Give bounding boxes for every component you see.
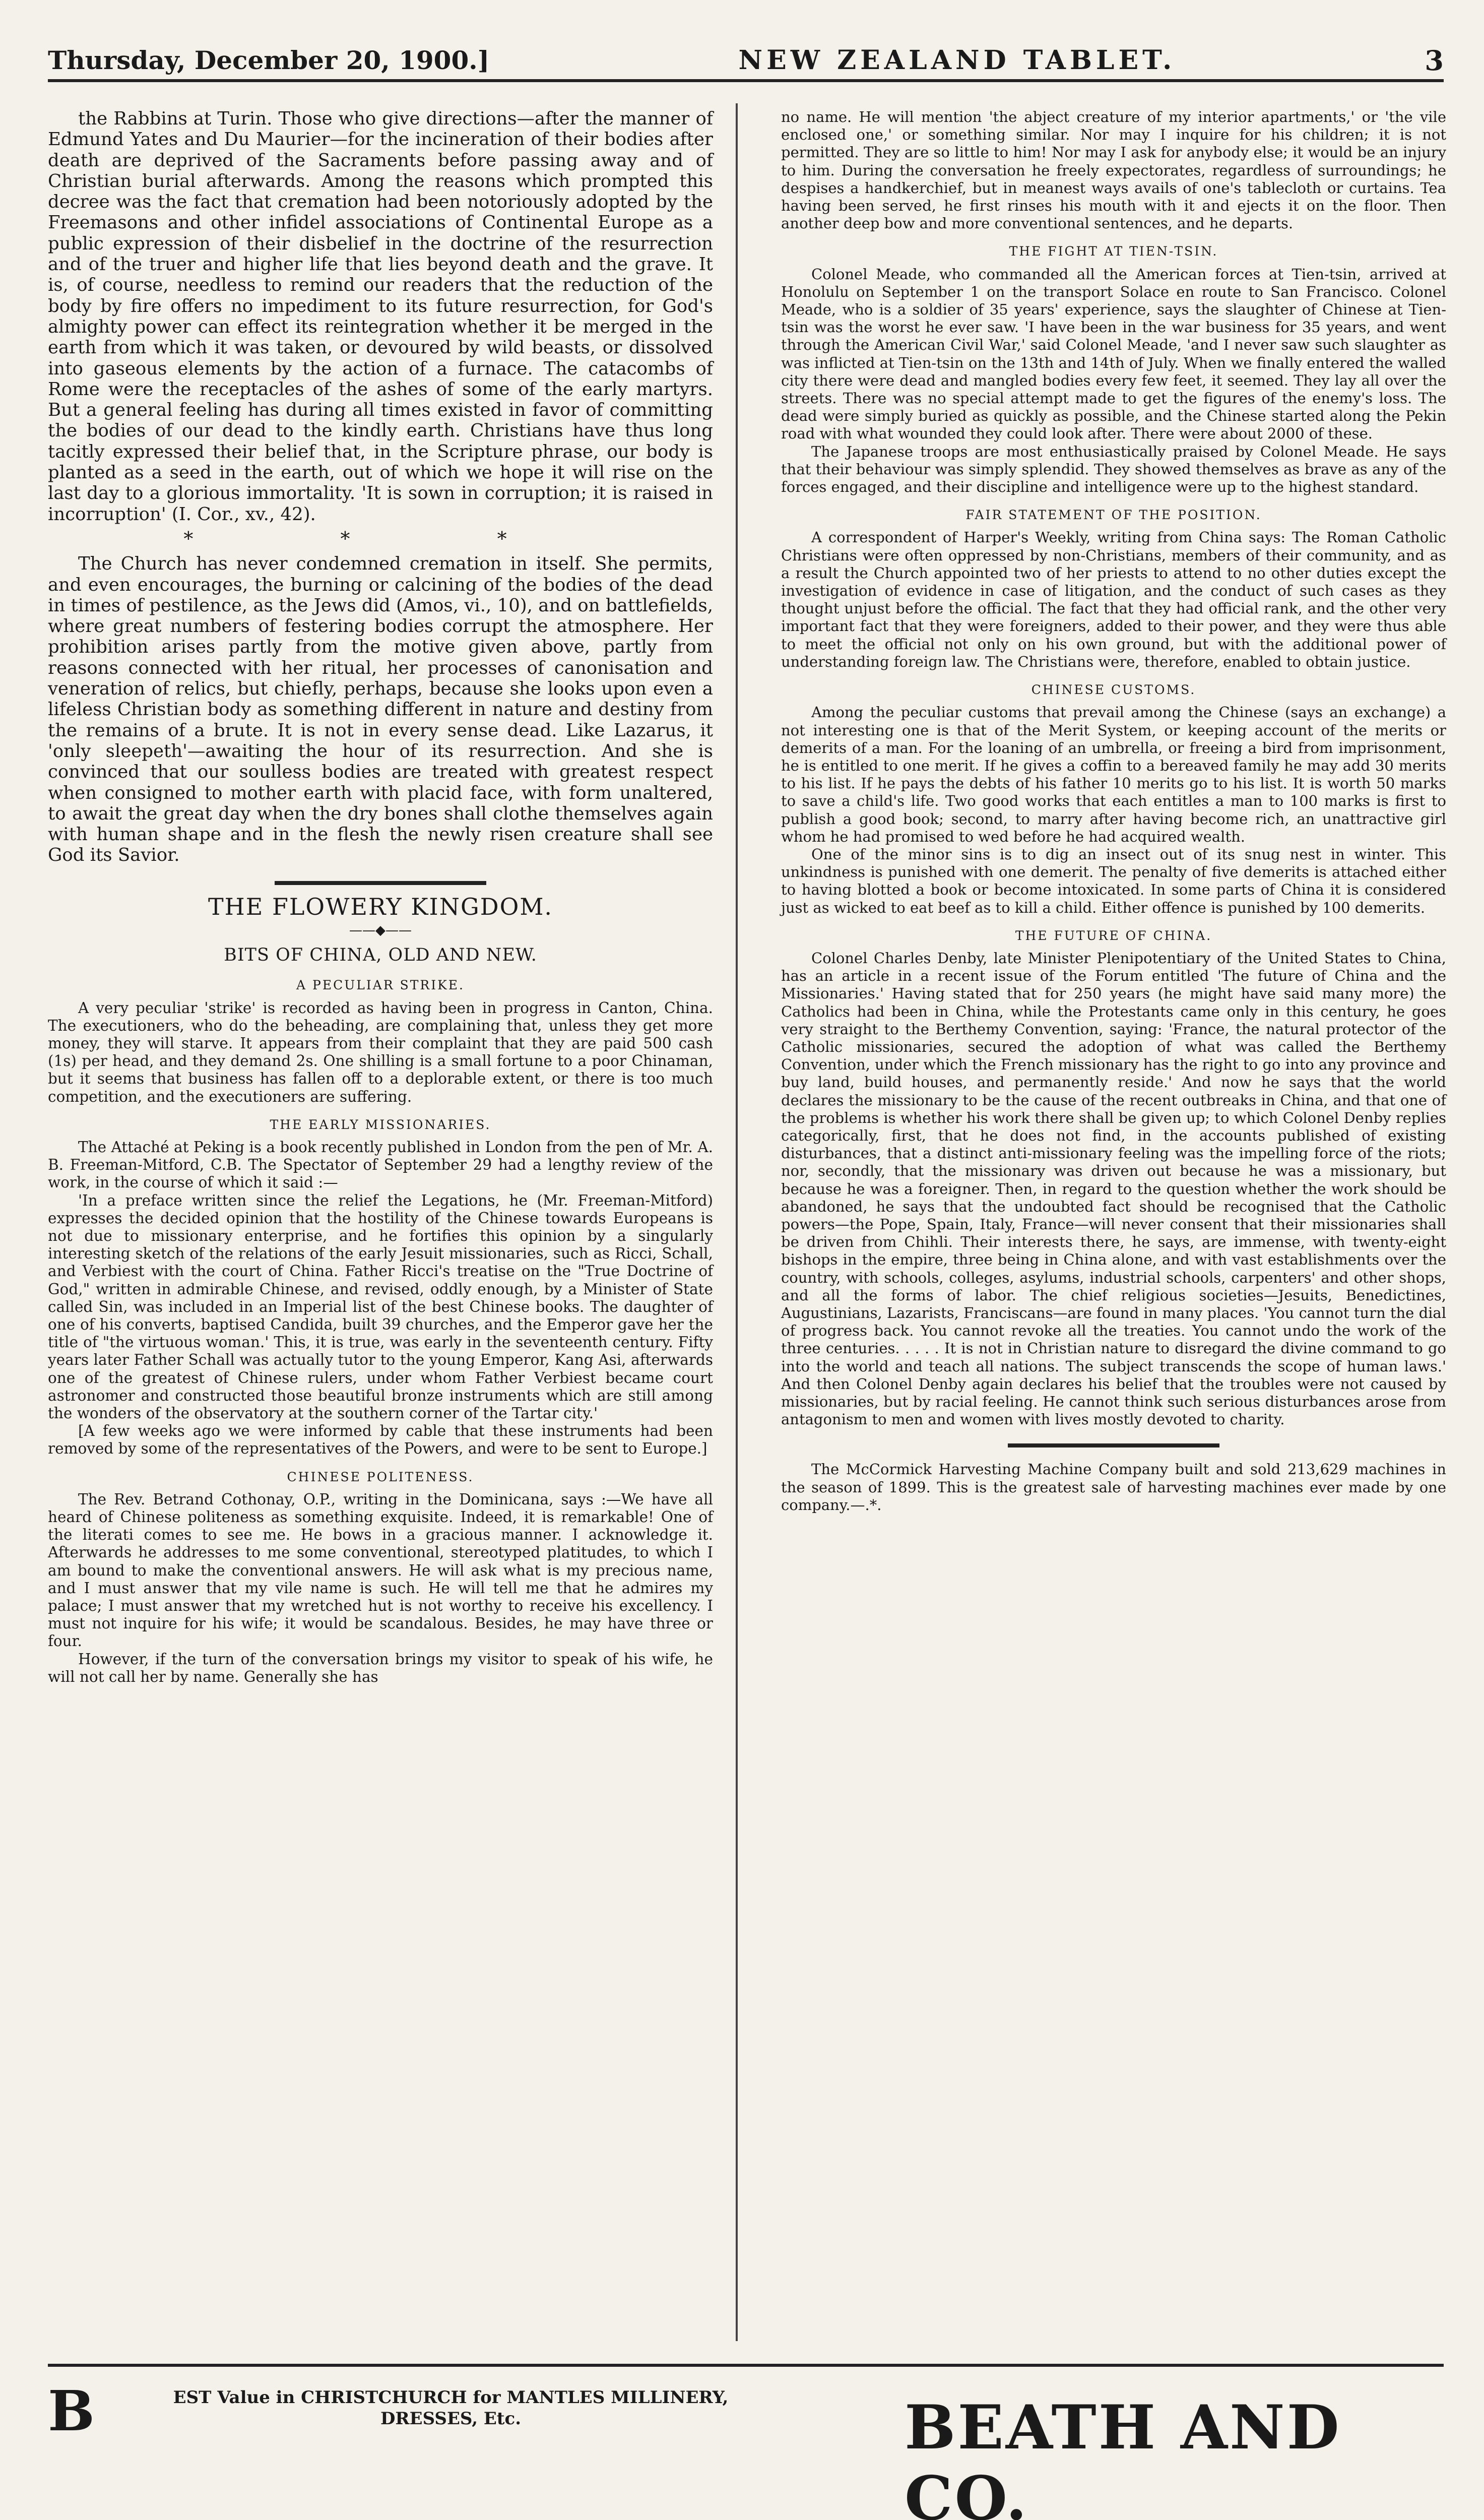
cremation-article [48, 108, 713, 866]
article-paragraph: One of the minor sins is to dig an insect out of its snug nest in winter. This unkindness is punished with one demerit. The penalty of five demerits is attached either to having blotted a book or become intoxicated. In some parts of China it is considered just as wicked to eat beef as to kill a child. Either offence is punished by 100 demerits. [781, 845, 1446, 916]
article-paragraph: The Attaché at Peking is a book recently published in London from the pen of Mr. A. B. Freeman-Mitford, C.B. The Spectator of September 29 had a lengthy review of the work, in the course of which it said :— [48, 1138, 713, 1191]
article-paragraph: Colonel Charles Denby, late Minister Plenipotentiary of the United States to China, has an article in a recent issue of the Forum entitled 'The future of China and the Missionaries.' Having stated that for 250 years (he might have said many more) the Catholics had been in China, while the Protestants came only in this century, he goes very straight to the Berthemy Convention, saying: 'France, the natural protector of the Catholic missionaries, secured the adoption of what was called the Berthemy Convention, under which the French missionary has the right to go into any province and buy land, build houses, and permanently reside.' And now he says that the world declares the missionary to be the cause of the recent outbreaks in China, and that one of the problems is whether his work there shall be given up; to which Colonel Denby replies categorically, first, that he does not find, in the accounts published of existing disturbances, that a distinct anti-missionary feeling was the impelling force of the riots; nor, secondly, that the missionary was driven out because he was a missionary, but because he was a foreigner. Then, in regard to the question whether the work should be abandoned, he says that the undoubted fact should be recognised that the Catholic powers—the Pope, Spain, Italy, France—will never consent that their missionaries shall be driven from Chihli. Their interests there, he says, are immense, with twenty-eight bishops in the empire, three being in China alone, and with vast establishments over the country, with schools, colleges, asylums, industrial schools, carpenters' and other shops, and all the forms of labor. The chief religious societies—Jesuits, Benedictines, Augustinians, Lazarists, Franciscans—are found in many places. 'You cannot turn the dial of progress back. You cannot revoke all the treaties. You cannot undo the work of the three centuries. . . . . It is not in Christian nature to disregard the divine command to go into the world and teach all nations. The subject transcends the scope of human laws.' And then Colonel Denby again declares his belief that the troubles were not caused by missionaries, but by racial feeling. He cannot think such serious disturbances arose from antagonism to men and women with lives mostly devoted to charity. [781, 949, 1446, 1428]
section-title: THE EARLY MISSIONARIES. [270, 1117, 491, 1132]
section-title: CHINESE POLITENESS. [287, 1469, 474, 1484]
ornament-divider: ——◆—— [349, 922, 412, 938]
advertisement-text [48, 2378, 804, 2443]
article-heading: THE FLOWERY KINGDOM. [208, 893, 553, 920]
article-paragraph: 'In a preface written since the relief the Legations, he (Mr. Freeman-Mitford) expresses the decided opinion that the hostility of the Chinese towards Europeans is not due to missionary enterprise, and he fortifies this opinion by a singularly interesting sketch of the relations of the early Jesuit missionaries, such as Ricci, Schall, and Verbiest with the court of China. Father Ricci's treatise on the "True Doctrine of God," written in admirable Chinese, and revised, oddly enough, by a Minister of State called Sin, was included in an Imperial list of the best Chinese books. The daughter of one of his converts, baptised Candida, built 39 churches, and the Emperor gave her the title of "the virtuous woman.' This, it is true, was early in the seventeenth century. Fifty years later Father Schall was actually tutor to the young Emperor, Kang Asi, afterwards one of the greatest of Chinese rulers, under whom Father Verbiest became court astronomer and constructed those beautiful bronze instruments which are still among the wonders of the observatory at the southern corner of the Tartar city.' [48, 1191, 713, 1422]
left-column [48, 108, 713, 1686]
column-divider [736, 103, 738, 2341]
article-paragraph: the Rabbins at Turin. Those who give directions—after the manner of Edmund Yates and Du Maurier—for the incineration of their bodies after death are deprived of the Sacraments before passing away and of Christian burial afterwards. Among the reasons which prompted this decree was the fact that cremation had been notoriously adopted by the Freemasons and other infidel associations of Continental Europe as a public expression of their disbelief in the doctrine of the resurrection and of the truer and higher life that lies beyond death and the grave. It is, of course, needless to remind our readers that the reduction of the body by fire offers no impediment to its future resurrection, for God's almighty power can effect its reintegration whether it be merged in the earth from which it was taken, or devoured by wild beasts, or dissolved into gaseous elements by the action of a furnace. The catacombs of Rome were the receptacles of the ashes of some of the early martyrs. But a general feeling has during all times existed in favor of committing the bodies of our dead to the kindly earth. Christians have thus long tacitly expressed their belief that, in the Scripture phrase, our body is planted as a seed in the earth, out of which we hope it will rise on the last day to a glorious immortality. 'It is sown in corruption; it is raised in incorruption' (I. Cor., xv., 42). [48, 108, 713, 525]
article-paragraph: no name. He will mention 'the abject creature of my interior apartments,' or 'the vile enclosed one,' or something similar. Nor may I inquire for his children; it is not permitted. They are so little to him! Nor may I ask for anybody else; it would be an injury to him. During the conversation he freely expectorates, regardless of surroundings; he despises a handkerchief, but in meanest ways avails of one's tablecloth or curtains. Tea having been served, he first rinses his mouth with it and ejects it on the floor. Then another deep bow and more conventional sentences, and he departs. [781, 108, 1446, 232]
article-subheading: BITS OF CHINA, OLD AND NEW. [224, 945, 537, 966]
ad-line: EST Value in CHRISTCHURCH for MANTLES MILLINERY, [173, 2387, 729, 2408]
newspaper-title: NEW ZEALAND TABLET. [738, 45, 1176, 76]
article-paragraph: The Church has never condemned cremation in itself. She permits, and even encourages, the burning or calcining of the bodies of the dead in times of pestilence, as the Jews did (Amos, vi., 10), and on battlefields, where great numbers of festering bodies corrupt the atmosphere. Her prohibition arises partly from the motive given above, partly from reasons connected with her ritual, her processes of canonisation and veneration of relics, but chiefly, perhaps, because she looks upon even a lifeless Christian body as something different in nature and destiny from the remains of a brute. It is not in every sense dead. Like Lazarus, it 'only sleepeth'—awaiting the hour of its resurrection. And she is convinced that our soulless bodies are treated with greatest respect when consigned to mother earth with placid face, with form unaltered, to await the great day when the dry bones shall clothe themselves again with human shape and in the flesh the newly risen creature shall see God its Savior. [48, 553, 713, 866]
advertisement-footer [48, 2364, 1444, 2520]
section-title: FAIR STATEMENT OF THE POSITION. [965, 508, 1262, 523]
section-title: A PECULIAR STRIKE. [296, 978, 465, 993]
masthead [48, 41, 1444, 82]
article-paragraph: A correspondent of Harper's Weekly, writing from China says: The Roman Catholic Christians were often oppressed by non-Christians, members of their community, and as a result the Church appointed two of her priests to attend to no other duties except the investigation of evidence in case of litigation, and the conduct of such cases as they thought unjust before the official. The fact that they had official rank, and the other very important fact that they were foreigners, added to their power, and they were thus able to meet the official not only on his own ground, but with the additional power of understanding foreign law. The Christians were, therefore, enabled to obtain justice. [781, 529, 1446, 670]
article-paragraph: Among the peculiar customs that prevail among the Chinese (says an exchange) a not interesting one is that of the Merit System, or keeping account of the merits or demerits of a man. For the loaning of an umbrella, or freeing a bird from imprisonment, he is entitled to one merit. If he gives a coffin to a bereaved family he may add 30 merits to his list. If he pays the debts of his father 10 merits go to his list. It is worth 50 marks to save a child's life. Two good works that each entitles a man to 100 marks is first to publish a good book; second, to marry after having become rich, an unattractive girl whom he had promised to wed before he had acquired wealth. [781, 704, 1446, 845]
right-column [781, 108, 1446, 1514]
article-paragraph: [A few weeks ago we were informed by cable that these instruments had been removed by some of the representatives of the Powers, and were to be sent to Europe.] [48, 1422, 713, 1458]
section-stars: * * * [183, 527, 577, 550]
advertiser-name: BEATH AND CO. [905, 2392, 1341, 2520]
section-title: THE FUTURE OF CHINA. [1015, 928, 1212, 943]
article-paragraph: The Rev. Betrand Cothonay, O.P., writing in the Dominicana, says :—We have all heard of Chinese politeness as something exquisite. Indeed, it is remarkable! One of the literati comes to see me. He bows in a gracious manner. I acknowledge it. Afterwards he addresses to me some conventional, stereotyped platitudes, to which I am bound to make the conventional answers. He will ask what is my precious name, and I must answer that my vile name is such. He will tell me that he admires my palace; I must answer that my wretched hut is not worthy to receive his excellency. I must not inquire for his wife; it would be scandalous. Besides, he may have three or four. [48, 1490, 713, 1650]
ad-line: DRESSES, Etc. [380, 2409, 522, 2429]
article-paragraph: Colonel Meade, who commanded all the American forces at Tien-tsin, arrived at Honolulu on September 1 on the transport Solace en route to San Francisco. Colonel Meade, who is a soldier of 35 years' experience, says the slaughter of Chinese at Tien-tsin was the worst he ever saw. 'I have been in the war business for 35 years, and went through the American Civil War,' said Colonel Meade, 'and I never saw such slaughter as was inflicted at Tien-tsin on the 13th and 14th of July. When we finally entered the walled city there were dead and mangled bodies every few feet, it seemed. They lay all over the streets. There was no special attempt made to get the figures of the enemy's loss. The dead were simply buried as quickly as possible, and the Chinese started along the Pekin road with what wounded they could look after. There were about 2000 of these. [781, 265, 1446, 443]
ad-initial: B [48, 2378, 95, 2443]
section-rule [1008, 1443, 1219, 1447]
article-paragraph: The McCormick Harvesting Machine Company built and sold 213,629 machines in the season of 1899. This is the greatest sale of harvesting machines ever made by one company.—.*. [781, 1461, 1446, 1514]
section-title: CHINESE CUSTOMS. [1031, 682, 1196, 698]
issue-date: Thursday, December 20, 1900.] [48, 45, 490, 75]
section-rule [275, 881, 486, 885]
article-paragraph: A very peculiar 'strike' is recorded as having been in progress in Canton, China. The executioners, who do the beheading, are complaining that, unless they get more money, they will starve. It appears from their complaint that they are paid 500 cash (1s) per head, and they demand 2s. One shilling is a small fortune to a poor Chinaman, but it seems that business has fallen off to a deplorable extent, or there is too much competition, and the executioners are suffering. [48, 999, 713, 1105]
section-title: THE FIGHT AT TIEN-TSIN. [1009, 244, 1218, 259]
article-paragraph: The Japanese troops are most enthusiastically praised by Colonel Meade. He says that their behaviour was simply splendid. They showed themselves as brave as any of the forces engaged, and their discipline and intelligence were up to the highest standard. [781, 443, 1446, 496]
article-paragraph: However, if the turn of the conversation brings my visitor to speak of his wife, he will not call her by name. Generally she has [48, 1650, 713, 1685]
page-number: 3 [1425, 44, 1444, 77]
